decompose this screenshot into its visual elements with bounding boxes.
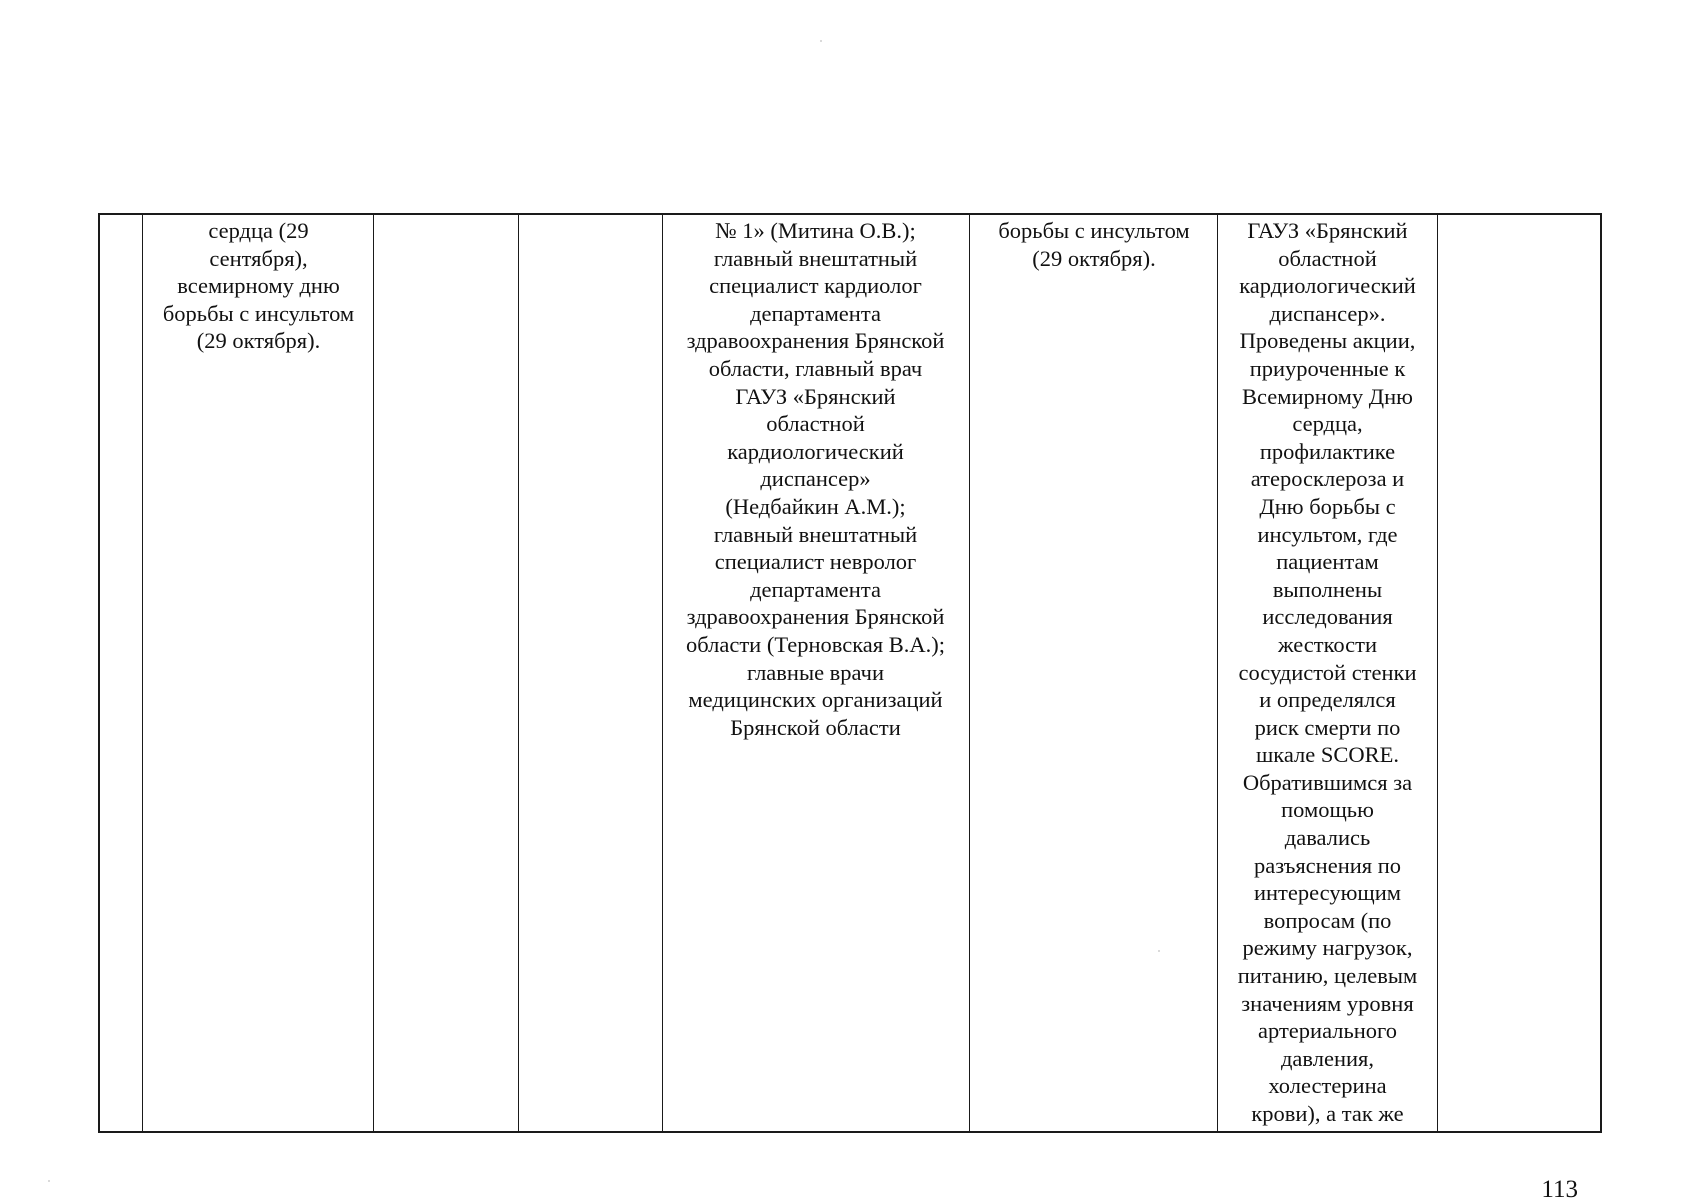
- column-divider: [373, 215, 374, 1131]
- column-divider: [142, 215, 143, 1131]
- scan-artifact: [1158, 950, 1160, 952]
- column-divider: [1437, 215, 1438, 1131]
- column-divider: [969, 215, 970, 1131]
- table-cell-result: ГАУЗ «Брянский областной кардиологический диспансер». Проведены акции, приуроченные к Всемирному Дню сердца, профилактике атеросклероза и Дню борьбы с инсультом, где пациентам выполнены исследования жесткости сосудистой стенки и определялся риск смерти по шкале SCORE. Обратившимся за помощью давались разъяснения по интересующим вопросам (по режиму нагрузок, питанию, целевым значениям уровня артериального давления, холестерина крови), а так же: [1237, 218, 1418, 1126]
- table-cell-event: сердца (29 сентября), всемирному дню борьбы с инсультом (29 октября).: [162, 218, 355, 354]
- scan-artifact: [48, 1180, 50, 1182]
- scan-artifact: [820, 40, 822, 42]
- page-number: 113: [1541, 1176, 1578, 1203]
- table-cell-responsible: № 1» (Митина О.В.); главный внештатный специалист кардиолог департамента здравоохранения Брянской области, главный врач ГАУЗ «Брянский областной кардиологический диспансер» (Недбайкин А.М.); главный внештатный специалист невролог департамента здравоохранения Брянской области (Терновская В.А.); главные врачи медицинских организаций Брянской области: [685, 218, 946, 740]
- column-divider: [518, 215, 519, 1131]
- continuation-table: [98, 213, 1602, 1133]
- table-cell-deadline: борьбы с инсультом (29 октября).: [998, 218, 1190, 271]
